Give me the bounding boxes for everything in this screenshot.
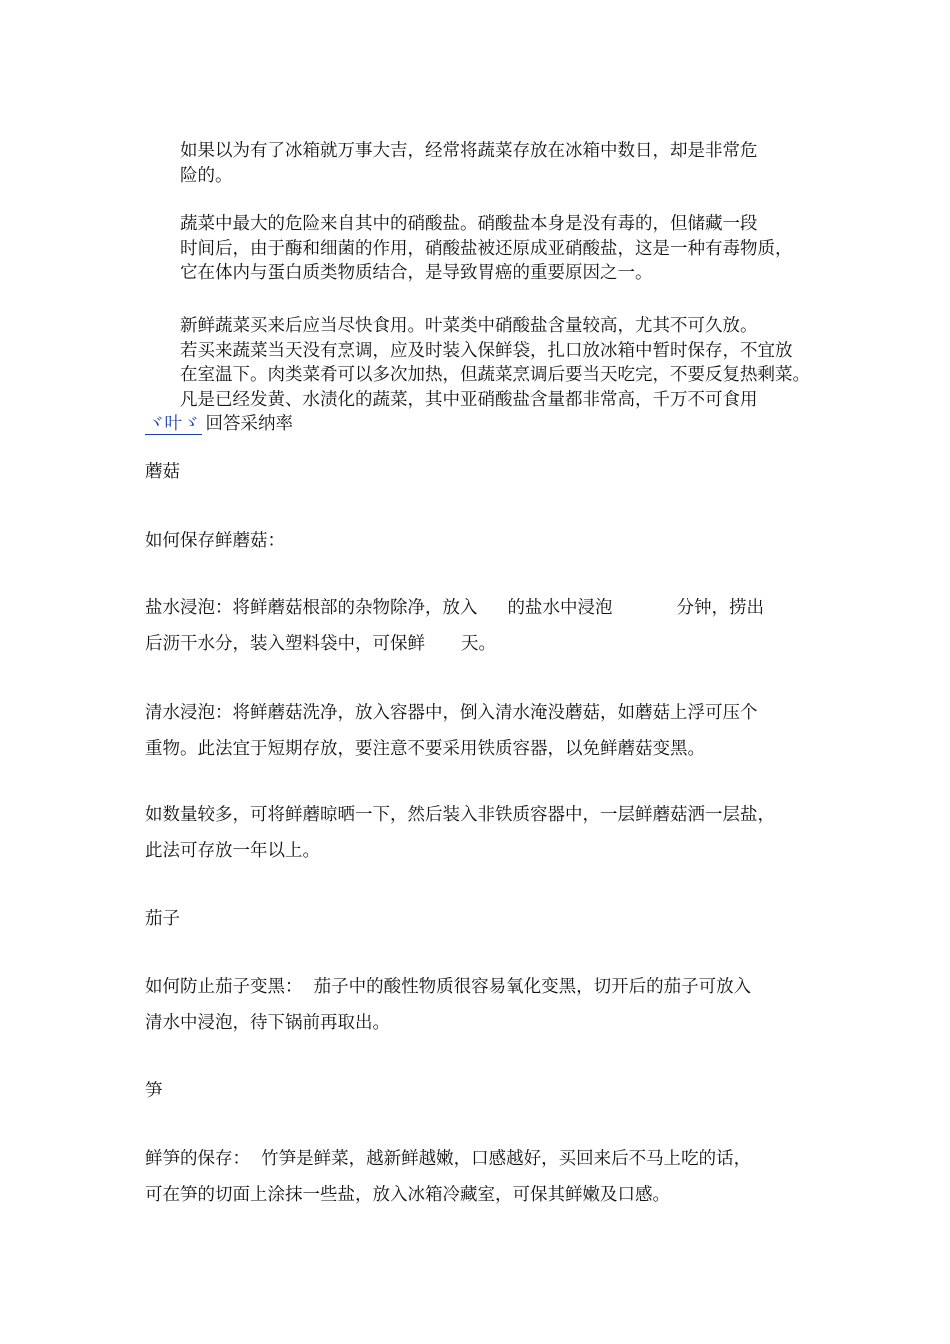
answer-line (145, 412, 810, 437)
answer-rate-label: 回答采纳率 (205, 414, 293, 434)
answer-user-link[interactable]: ヾ叶ゞ (147, 414, 200, 434)
text-line: 新鲜蔬菜买来后应当尽快食用。叶菜类中硝酸盐含量较高，尤其不可久放。 (180, 316, 758, 336)
mushroom-subheading: 如何保存鲜蘑菇： (145, 531, 285, 551)
intro-paragraph-2 (145, 212, 810, 286)
mushroom-salt-paragraph (145, 590, 810, 662)
eggplant-heading: 茄子 (145, 909, 180, 929)
intro-paragraph-1 (145, 139, 810, 188)
text-line: 若买来蔬菜当天没有烹调，应及时装入保鲜袋，扎口放冰箱中暂时保存，不宜放 (180, 340, 793, 361)
intro-paragraph-3 (145, 314, 810, 437)
text-line: 此法可存放一年以上。 (145, 841, 320, 861)
text-line: 可在笋的切面上涂抹一些盐，放入冰箱冷藏室，可保其鲜嫩及口感。 (145, 1185, 670, 1205)
text-line: 如何防止茄子变黑： 茄子中的酸性物质很容易氧化变黑，切开后的茄子可放入 (145, 977, 752, 997)
text-line: 如数量较多，可将鲜蘑晾晒一下，然后装入非铁质容器中，一层鲜蘑菇洒一层盐， (145, 805, 775, 825)
text-line: 后沥干水分，装入塑料袋中，可保鲜 天。 (145, 634, 496, 654)
text-line: 清水浸泡：将鲜蘑菇洗净，放入容器中，倒入清水淹没蘑菇，如蘑菇上浮可压个 (145, 703, 758, 723)
text-line: 险的。 (180, 165, 233, 186)
mushroom-water-paragraph (145, 695, 810, 767)
text-line: 重物。此法宜于短期存放，要注意不要采用铁质容器，以免鲜蘑菇变黑。 (145, 739, 705, 759)
mushroom-heading: 蘑菇 (145, 462, 180, 482)
text-line: 时间后，由于酶和细菌的作用，硝酸盐被还原成亚硝酸盐，这是一种有毒物质， (180, 238, 793, 259)
text-line: 凡是已经发黄、水渍化的蔬菜，其中亚硝酸盐含量都非常高，千万不可食用 (180, 389, 758, 410)
text-line: 蔬菜中最大的危险来自其中的硝酸盐。硝酸盐本身是没有毒的，但储藏一段 (180, 214, 758, 234)
text-line: 它在体内与蛋白质类物质结合，是导致胃癌的重要原因之一。 (180, 263, 653, 283)
text-line: 盐水浸泡：将鲜蘑菇根部的杂物除净，放入 的盐水中浸泡 分钟，捞出 (145, 598, 764, 618)
text-line: 如果以为有了冰箱就万事大吉，经常将蔬菜存放在冰箱中数日，却是非常危 (180, 141, 758, 161)
text-line: 鲜笋的保存： 竹笋是鲜菜，越新鲜越嫩，口感越好，买回来后不马上吃的话， (145, 1149, 752, 1169)
eggplant-paragraph (145, 969, 810, 1041)
text-line: 在室温下。肉类菜肴可以多次加热，但蔬菜烹调后要当天吃完，不要反复热剩菜。 (180, 365, 810, 385)
bamboo-paragraph (145, 1141, 810, 1213)
bamboo-heading: 笋 (145, 1081, 163, 1101)
mushroom-bulk-paragraph (145, 797, 810, 869)
text-line: 清水中浸泡，待下锅前再取出。 (145, 1013, 390, 1033)
